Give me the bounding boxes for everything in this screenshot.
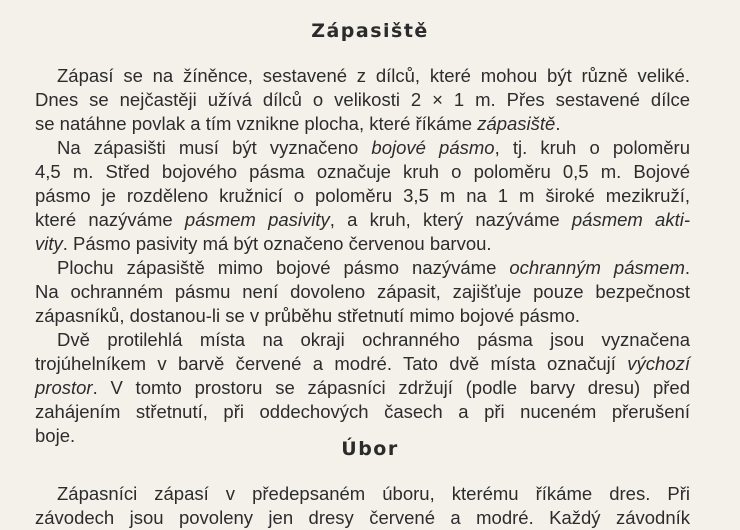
text-line: závodech jsou povoleny jen dresy červené a modré. Každý závodník	[35, 507, 690, 528]
text-line: Na zápasišti musí být vyznačeno bojové pásmo, tj. kruh o poloměru	[57, 137, 690, 158]
text-line: které nazýváme pásmem pasivity, a kruh, který nazýváme pásmem akti-	[35, 209, 690, 230]
text-line: Dvě protilehlá místa na okraji ochranného pásma jsou vyznačena	[57, 329, 690, 350]
text-line: se natáhne povlak a tím vznikne plocha, které říkáme zápasiště.	[35, 113, 561, 134]
text-line: Zápasníci zápasí v předepsaném úboru, kterému říkáme dres. Při	[57, 483, 690, 504]
text-line: Plochu zápasiště mimo bojové pásmo nazýváme ochranným pásmem.	[57, 257, 690, 278]
text-line: Dnes se nejčastěji užívá dílců o velikosti 2 × 1 m. Přes sestavené dílce	[35, 89, 690, 110]
section-heading-zapasiste: Zápasiště	[311, 20, 429, 42]
section-heading-ubor: Úbor	[341, 438, 399, 460]
text-line: Na ochranném pásmu není dovoleno zápasit, zajišťuje pouze bezpečnost	[35, 281, 690, 302]
text-line: prostor. V tomto prostoru se zápasníci zdržují (podle barvy dresu) před	[35, 377, 690, 398]
text-line: boje.	[35, 425, 76, 446]
text-line: pásmo je rozděleno kružnicí o poloměru 3,5 m na 1 m široké mezikruží,	[35, 185, 690, 206]
text-line: zápasníků, dostanou-li se v průběhu střetnutí mimo bojové pásmo.	[35, 305, 581, 326]
text-line: vity. Pásmo pasivity má být označeno červenou barvou.	[35, 233, 492, 254]
text-line: 4,5 m. Střed bojového pásma označuje kruh o poloměru 0,5 m. Bojové	[35, 161, 690, 182]
text-line: zahájením střetnutí, při oddechových časech a při nuceném přerušení	[35, 401, 690, 422]
text-line: Zápasí se na žíněnce, sestavené z dílců, které mohou být různě veliké.	[57, 65, 690, 86]
text-line: trojúhelníkem v barvě červené a modré. Tato dvě místa označují výchozí	[35, 353, 690, 374]
